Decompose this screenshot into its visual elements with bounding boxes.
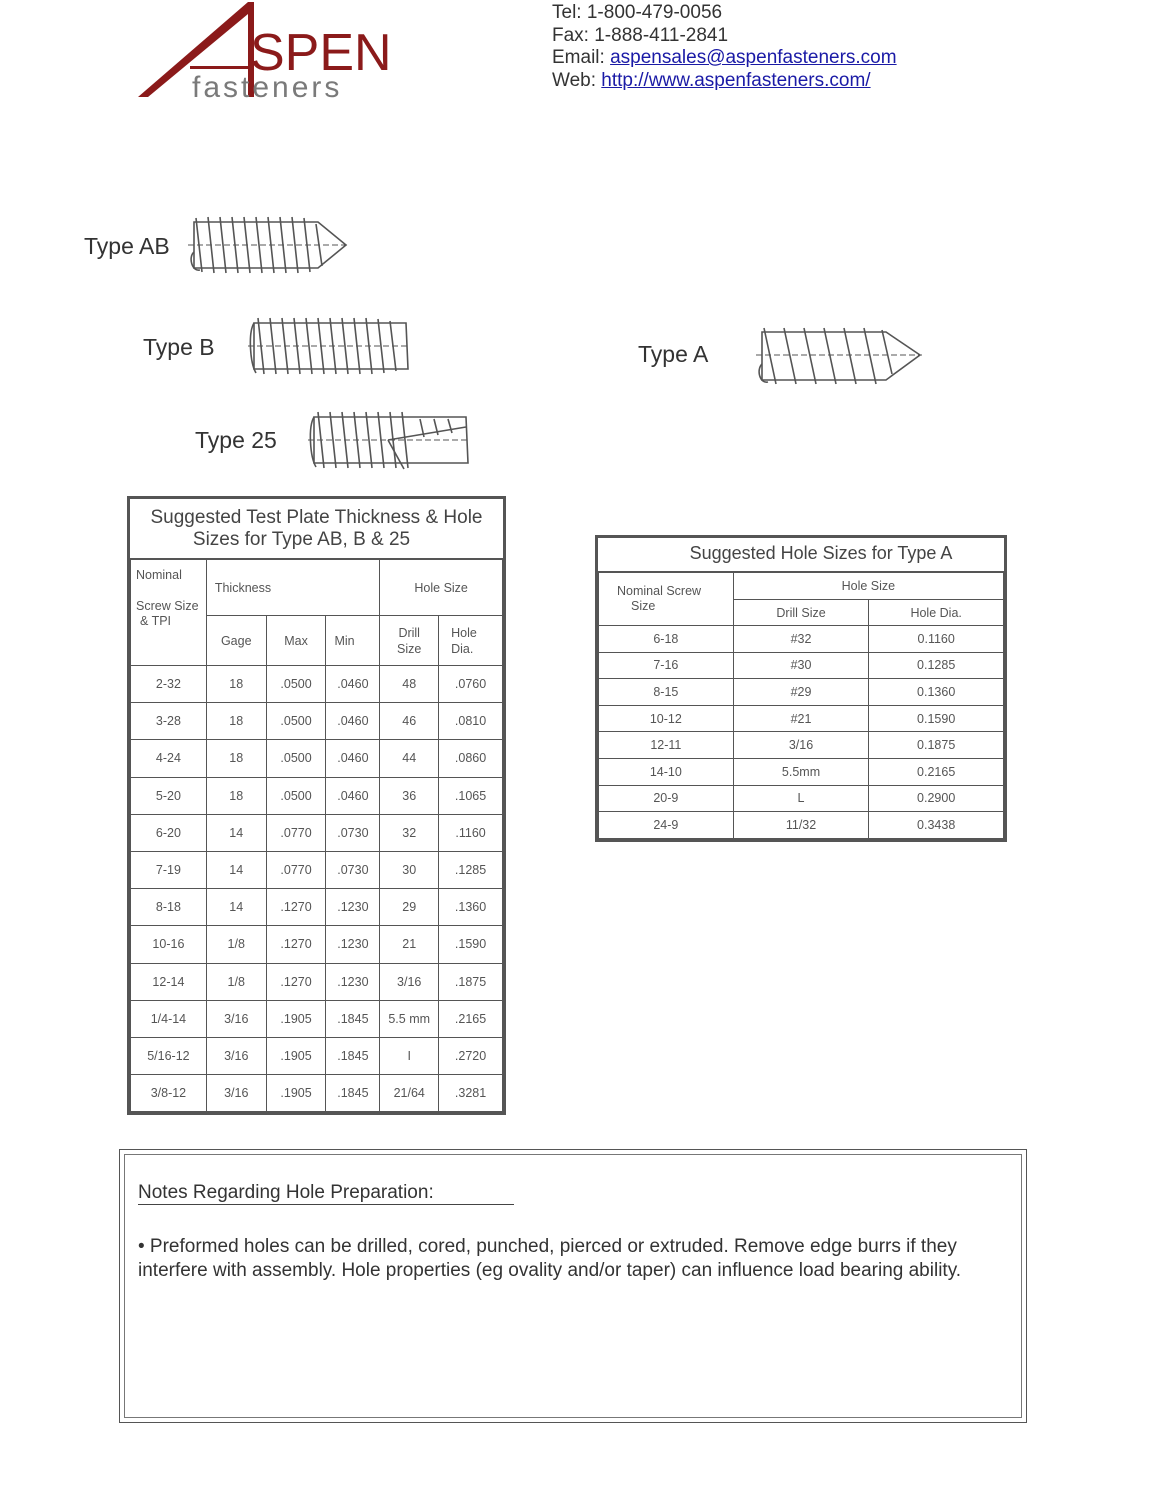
cell-hole-dia: .1360 <box>439 889 503 926</box>
table-row <box>131 963 503 1000</box>
cell-hole-dia: .1875 <box>439 963 503 1000</box>
cell-min: .0460 <box>326 740 380 777</box>
cell-drill-size: 30 <box>380 851 439 888</box>
col-head-hole-size: Hole Size <box>380 560 503 616</box>
cell-drill-size: 21/64 <box>380 1075 439 1112</box>
fax-line <box>552 25 897 48</box>
cell-gage: 3/16 <box>206 1075 266 1112</box>
cell-screw-size: 2-32 <box>131 666 207 703</box>
type-a-table-body <box>599 626 1004 839</box>
cell-min: .0730 <box>326 814 380 851</box>
aspen-fasteners-logo <box>130 0 450 108</box>
table1-title-line2: Sizes for Type AB, B & 25 <box>192 529 411 550</box>
col-head-hole-dia <box>439 616 503 666</box>
head-hole-2: Dia. <box>451 641 474 656</box>
cell-min: .1845 <box>326 1000 380 1037</box>
col-head-gage: Gage <box>206 616 266 666</box>
table-row <box>599 652 1004 679</box>
head-hole-1: Hole <box>451 625 477 640</box>
cell-screw-size: 3-28 <box>131 703 207 740</box>
cell-min: .1230 <box>326 926 380 963</box>
cell-nominal-screw-size: 10-12 <box>599 705 734 732</box>
cell-drill-size: 36 <box>380 777 439 814</box>
cell-screw-size: 3/8-12 <box>131 1075 207 1112</box>
cell-drill-size: #21 <box>733 705 869 732</box>
table-row <box>599 785 1004 812</box>
notes-body: • Preformed holes can be drilled, cored, punched, pierced or extruded. Remove edge burrs if they interfere with assembly. Hole properties (eg ovality and/or taper) can influence load bearing ability. <box>138 1236 962 1281</box>
cell-gage: 1/8 <box>206 926 266 963</box>
cell-hole-dia: .2720 <box>439 1037 503 1074</box>
cell-hole-dia: .1160 <box>439 814 503 851</box>
cell-drill-size: 44 <box>380 740 439 777</box>
cell-nominal-screw-size: 8-15 <box>599 679 734 706</box>
web-line <box>552 70 897 93</box>
email-label: Email: <box>552 47 605 68</box>
table-row <box>599 812 1004 839</box>
cell-nominal-screw-size: 7-16 <box>599 652 734 679</box>
type-25-label: Type 25 <box>195 427 277 453</box>
cell-drill-size: 5.5mm <box>733 758 869 785</box>
cell-gage: 14 <box>206 814 266 851</box>
cell-drill-size: I <box>380 1037 439 1074</box>
table-row <box>599 626 1004 653</box>
cell-max: .1905 <box>266 1000 326 1037</box>
col-head-drill-size <box>380 616 439 666</box>
type-a-data-table <box>598 572 1004 839</box>
cell-hole-dia: .3281 <box>439 1075 503 1112</box>
type-ab-screw-icon <box>188 212 350 280</box>
notes-heading: Notes Regarding Hole Preparation: <box>138 1182 514 1205</box>
cell-nominal-screw-size: 14-10 <box>599 758 734 785</box>
table-row <box>131 814 503 851</box>
type-a-label: Type A <box>638 341 709 367</box>
cell-min: .1230 <box>326 963 380 1000</box>
head-nominal-screw-1: Nominal Screw <box>617 583 702 598</box>
cell-screw-size: 7-19 <box>131 851 207 888</box>
notes-inner-frame <box>124 1154 1022 1418</box>
cell-min: .1230 <box>326 889 380 926</box>
tel-line <box>552 2 897 25</box>
col-head-drill-size-a: Drill Size <box>733 600 869 626</box>
table-row <box>131 777 503 814</box>
cell-min: .1845 <box>326 1037 380 1074</box>
type-a-screw-icon <box>756 324 926 388</box>
cell-hole-dia: .0760 <box>439 666 503 703</box>
cell-hole-dia: .2165 <box>439 1000 503 1037</box>
cell-hole-dia: .0860 <box>439 740 503 777</box>
cell-drill-size: 48 <box>380 666 439 703</box>
table-row <box>599 732 1004 759</box>
logo-name-text: SPEN <box>250 24 392 82</box>
cell-screw-size: 8-18 <box>131 889 207 926</box>
cell-nominal-screw-size: 24-9 <box>599 812 734 839</box>
cell-max: .0770 <box>266 851 326 888</box>
cell-hole-dia: .0810 <box>439 703 503 740</box>
cell-screw-size: 6-20 <box>131 814 207 851</box>
table-row <box>131 926 503 963</box>
cell-screw-size: 4-24 <box>131 740 207 777</box>
head-nominal-screw-2: Size <box>631 599 656 613</box>
cell-drill-size: 46 <box>380 703 439 740</box>
cell-max: .0500 <box>266 740 326 777</box>
cell-hole-dia: 0.1160 <box>869 626 1004 653</box>
cell-min: .1845 <box>326 1075 380 1112</box>
tel-label: Tel: <box>552 2 582 23</box>
cell-gage: 18 <box>206 703 266 740</box>
cell-gage: 14 <box>206 851 266 888</box>
cell-max: .0500 <box>266 777 326 814</box>
cell-drill-size: #30 <box>733 652 869 679</box>
cell-drill-size: 21 <box>380 926 439 963</box>
type-25-screw-icon <box>308 407 472 475</box>
test-plate-table-title <box>130 499 503 559</box>
cell-min: .0460 <box>326 666 380 703</box>
cell-nominal-screw-size: 20-9 <box>599 785 734 812</box>
cell-nominal-screw-size: 12-11 <box>599 732 734 759</box>
contact-block <box>552 2 897 92</box>
cell-drill-size: 3/16 <box>733 732 869 759</box>
cell-min: .0460 <box>326 703 380 740</box>
cell-hole-dia: 0.2165 <box>869 758 1004 785</box>
web-label: Web: <box>552 69 597 91</box>
head-screw-size: Screw Size <box>136 598 199 613</box>
cell-screw-size: 12-14 <box>131 963 207 1000</box>
col-head-nominal-screw <box>599 573 734 626</box>
cell-gage: 3/16 <box>206 1000 266 1037</box>
cell-screw-size: 10-16 <box>131 926 207 963</box>
col-head-thickness: Thickness <box>206 560 379 616</box>
col-head-nominal <box>131 560 207 666</box>
notes-box <box>119 1149 1027 1423</box>
cell-max: .1270 <box>266 963 326 1000</box>
cell-gage: 14 <box>206 889 266 926</box>
cell-drill-size: 11/32 <box>733 812 869 839</box>
cell-hole-dia: 0.1875 <box>869 732 1004 759</box>
table-row <box>131 703 503 740</box>
cell-drill-size: 29 <box>380 889 439 926</box>
cell-screw-size: 1/4-14 <box>131 1000 207 1037</box>
head-tpi: & TPI <box>140 614 172 628</box>
table-row <box>131 851 503 888</box>
cell-hole-dia: .1065 <box>439 777 503 814</box>
cell-gage: 18 <box>206 740 266 777</box>
web-link[interactable]: http://www.aspenfasteners.com/ <box>601 69 871 91</box>
cell-max: .1270 <box>266 926 326 963</box>
type-a-hole-table <box>595 535 1007 842</box>
test-plate-table-body <box>131 666 503 1112</box>
cell-max: .0500 <box>266 666 326 703</box>
table-row <box>131 889 503 926</box>
table-row <box>599 705 1004 732</box>
cell-max: .0770 <box>266 814 326 851</box>
col-head-min: Min <box>326 616 380 666</box>
cell-drill-size: #32 <box>733 626 869 653</box>
fax-number: 1-888-411-2841 <box>594 24 729 46</box>
cell-hole-dia: 0.1590 <box>869 705 1004 732</box>
table-row <box>131 666 503 703</box>
cell-drill-size: 5.5 mm <box>380 1000 439 1037</box>
logo-tagline: fasteners <box>192 71 343 104</box>
cell-screw-size: 5/16-12 <box>131 1037 207 1074</box>
cell-hole-dia: .1285 <box>439 851 503 888</box>
table-row <box>131 1000 503 1037</box>
col-head-max: Max <box>266 616 326 666</box>
cell-gage: 3/16 <box>206 1037 266 1074</box>
type-a-table-title: Suggested Hole Sizes for Type A <box>598 538 1004 572</box>
head-drill-2: Size <box>397 641 422 656</box>
table1-title-line1: Suggested Test Plate Thickness & Hole <box>150 507 483 528</box>
head-nominal: Nominal <box>136 568 182 582</box>
cell-min: .0730 <box>326 851 380 888</box>
test-plate-table <box>127 496 506 1115</box>
cell-hole-dia: 0.2900 <box>869 785 1004 812</box>
table-row <box>131 1037 503 1074</box>
tel-number: 1-800-479-0056 <box>586 2 723 23</box>
cell-max: .1270 <box>266 889 326 926</box>
cell-hole-dia: 0.3438 <box>869 812 1004 839</box>
table-row <box>131 1075 503 1112</box>
table-row <box>131 740 503 777</box>
type-b-label: Type B <box>143 334 215 360</box>
cell-max: .0500 <box>266 703 326 740</box>
email-link[interactable]: aspensales@aspenfasteners.com <box>610 47 897 68</box>
cell-nominal-screw-size: 6-18 <box>599 626 734 653</box>
cell-drill-size: 32 <box>380 814 439 851</box>
cell-hole-dia: 0.1285 <box>869 652 1004 679</box>
type-b-screw-icon <box>248 313 412 379</box>
cell-hole-dia: .1590 <box>439 926 503 963</box>
table-row <box>599 679 1004 706</box>
cell-max: .1905 <box>266 1075 326 1112</box>
cell-drill-size: #29 <box>733 679 869 706</box>
cell-gage: 18 <box>206 666 266 703</box>
cell-min: .0460 <box>326 777 380 814</box>
type-ab-label: Type AB <box>84 233 170 259</box>
cell-drill-size: L <box>733 785 869 812</box>
cell-gage: 1/8 <box>206 963 266 1000</box>
cell-drill-size: 3/16 <box>380 963 439 1000</box>
table-row <box>599 758 1004 785</box>
cell-gage: 18 <box>206 777 266 814</box>
col-head-hole-size-a: Hole Size <box>733 573 1003 600</box>
email-line <box>552 47 897 70</box>
fax-label: Fax: <box>552 24 589 46</box>
head-drill-1: Drill <box>398 625 420 640</box>
cell-hole-dia: 0.1360 <box>869 679 1004 706</box>
col-head-hole-dia-a: Hole Dia. <box>869 600 1004 626</box>
test-plate-data-table <box>130 559 503 1112</box>
cell-screw-size: 5-20 <box>131 777 207 814</box>
cell-max: .1905 <box>266 1037 326 1074</box>
